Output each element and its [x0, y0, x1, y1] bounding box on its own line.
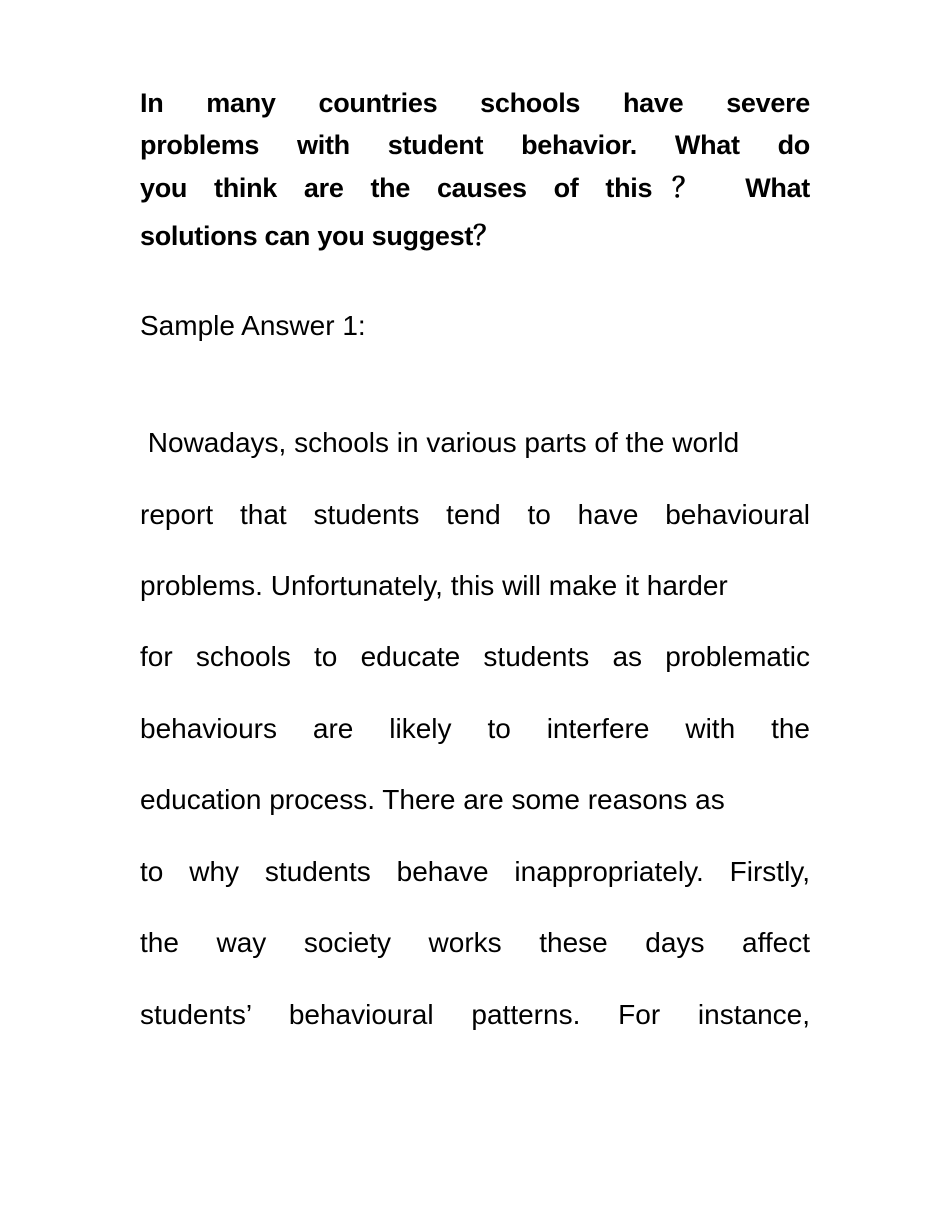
answer-line: Nowadays, schools in various parts of the world — [140, 427, 740, 458]
answer-line: the way society works these days affect — [140, 927, 810, 958]
answer-line: report that students tend to have behavioural — [140, 499, 810, 530]
question-line: problems with student behavior. What do — [140, 130, 810, 160]
answer-line: students’ behavioural patterns. For instance, — [140, 999, 810, 1030]
answer-line: education process. There are some reasons as — [140, 784, 725, 815]
answer-line: behaviours are likely to interfere with the — [140, 713, 810, 744]
answer-line: for schools to educate students as problematic — [140, 641, 810, 672]
answer-line: problems. Unfortunately, this will make it harder — [140, 570, 728, 601]
question-line: you think are the causes of this？ What — [140, 173, 810, 203]
sample-answer-label: Sample Answer 1: — [140, 310, 366, 341]
answer-line: to why students behave inappropriately. Firstly, — [140, 856, 810, 887]
question-line: In many countries schools have severe — [140, 88, 810, 118]
question-line: solutions can you suggest？ — [140, 221, 500, 251]
